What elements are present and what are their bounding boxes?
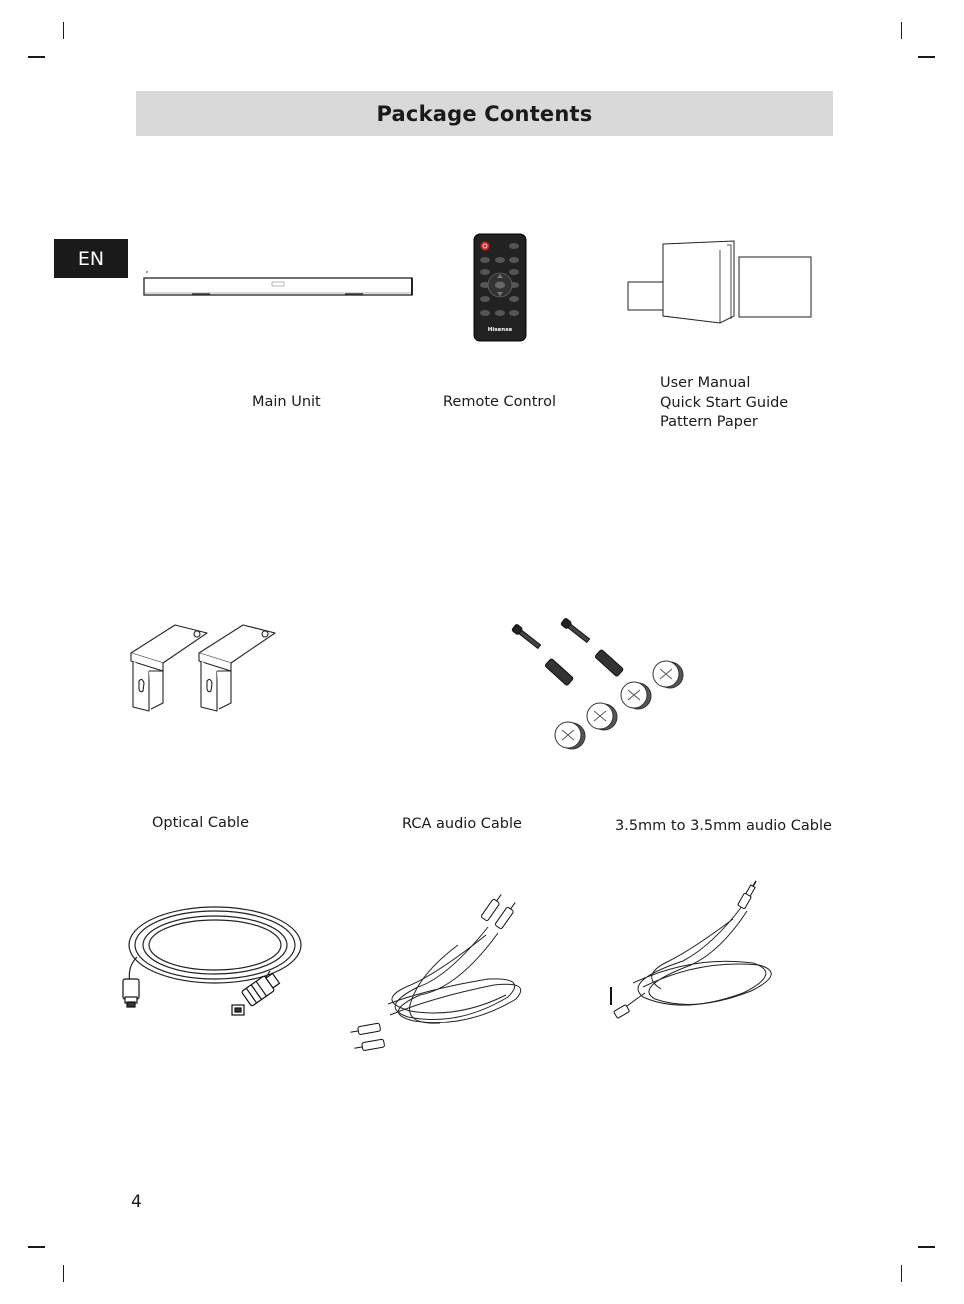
crop-mark — [28, 1246, 45, 1248]
spacer-icon — [653, 661, 683, 688]
aux-cable-illustration — [605, 885, 790, 1025]
screw-icon — [512, 624, 542, 650]
pattern-paper-label: Pattern Paper — [660, 414, 758, 430]
crop-mark — [918, 56, 935, 58]
wall-brackets-illustration — [127, 621, 279, 717]
screw-icon — [561, 618, 591, 644]
optical-cable-illustration — [120, 905, 302, 1027]
remote-control-illustration — [473, 233, 527, 342]
screws-anchors-illustration — [508, 615, 693, 757]
spacer-icon — [621, 682, 651, 709]
crop-mark — [901, 22, 902, 39]
quick-start-guide-label: Quick Start Guide — [660, 394, 789, 411]
wall-anchor-icon — [595, 649, 624, 677]
page-title: Package Contents — [376, 101, 593, 126]
section-header — [136, 91, 833, 136]
soundbar-illustration — [140, 268, 420, 300]
remote-control-label: Remote Control — [443, 394, 556, 410]
crop-mark — [63, 1265, 64, 1282]
crop-mark — [28, 56, 45, 58]
crop-mark — [63, 22, 64, 39]
crop-mark — [901, 1265, 902, 1282]
wall-anchor-icon — [545, 658, 574, 686]
documents-label-list — [660, 374, 788, 433]
user-manual-label: User Manual — [660, 375, 751, 391]
crop-mark — [918, 1246, 935, 1248]
spacer-icon — [587, 703, 617, 730]
language-label: EN — [77, 247, 105, 270]
main-unit-label: Main Unit — [252, 394, 321, 410]
remote-brand: Hisense — [487, 327, 513, 333]
rca-cable-illustration — [358, 905, 536, 1053]
documents-illustration — [627, 240, 813, 326]
spacer-icon — [555, 722, 585, 749]
page-number: 4 — [131, 1192, 142, 1212]
language-tab — [54, 239, 128, 278]
optical-cable-label: Optical Cable — [152, 815, 249, 831]
rca-cable-label: RCA audio Cable — [402, 816, 522, 832]
aux-cable-label: 3.5mm to 3.5mm audio Cable — [615, 818, 832, 834]
